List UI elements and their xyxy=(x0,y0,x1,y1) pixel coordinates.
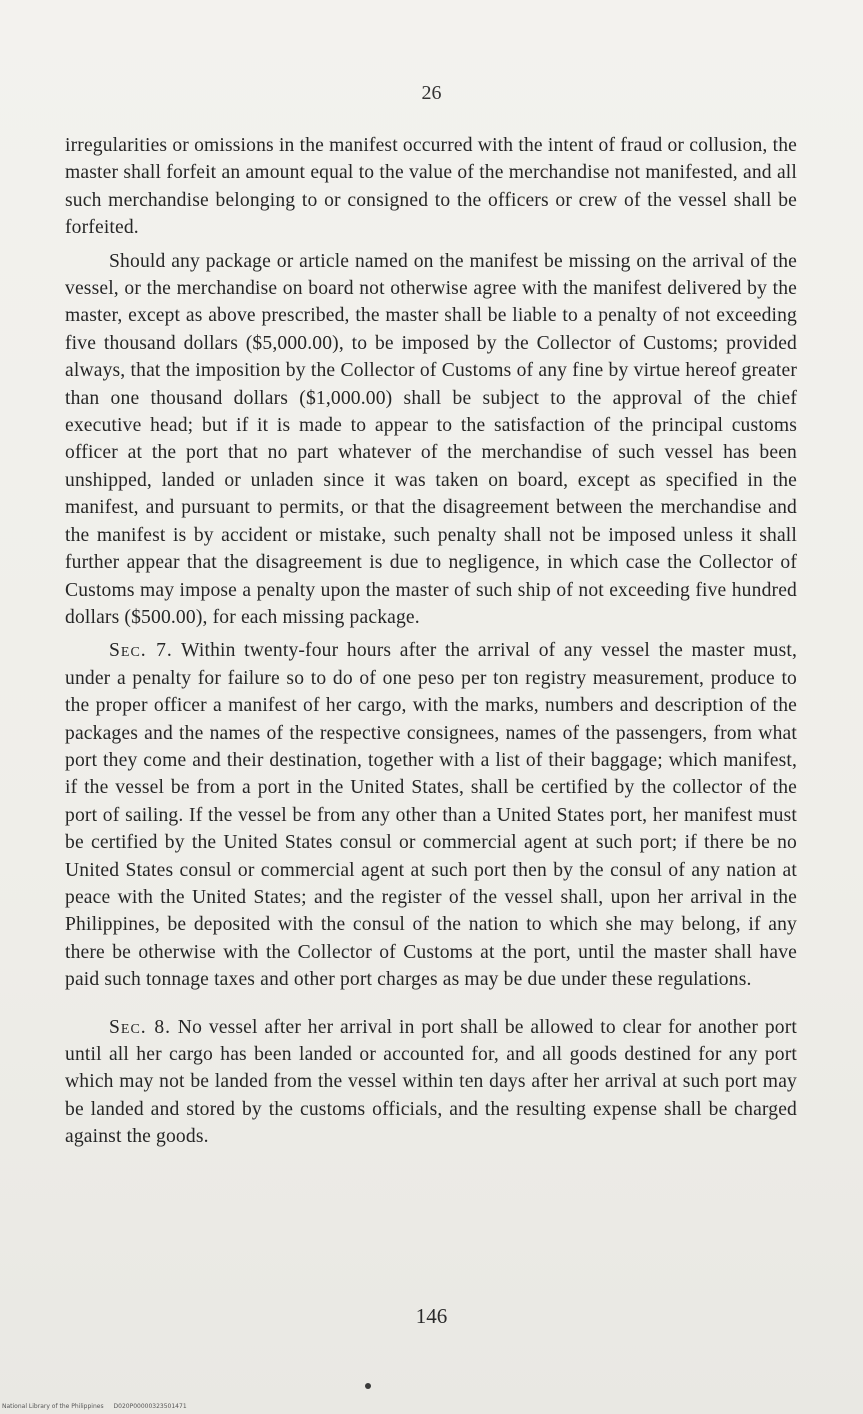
paragraph-continuation: irregularities or omissions in the manifest occurred with the intent of fraud or collusion, the master shall forfeit an amount equal to the value of the merchandise not manifested, and all such merchandise belonging to or consigned to the officers or crew of the vessel shall be forfeited. xyxy=(65,135,797,239)
page-number-top: 26 xyxy=(421,82,442,104)
section-8-label: Sec. 8. xyxy=(109,1016,172,1038)
binding-dot xyxy=(365,1383,371,1389)
section-7-text: Within twenty-four hours after the arrival of any vessel the master must, under a penalty for failure so to do of one peso per ton registry measurement, produce to the proper officer a manifest of her cargo, with the marks, numbers and description of the packages and the names of the respective consignees, names of the passengers, from what port they come and their destination, together with a list of their baggage; which manifest, if the vessel be from a port in the United States, shall be certified by the collector of the port of sailing. If the vessel be from any other than a United States port, her manifest must be certified by the United States consul or commercial agent at such port; if there be no United States consul or commercial agent at such port then by the consul of any nation at peace with the United States; and the register of the vessel shall, upon her arrival in the Philippines, be deposited with the consul of the nation to which she may belong, if any there be otherwise with the Collector of Customs at the port, until the master shall have paid such tonnage taxes and other port charges as may be due under these regulations. xyxy=(65,640,797,991)
section-7-label: Sec. 7. xyxy=(109,640,173,662)
section-8-text: No vessel after her arrival in port shall be allowed to clear for another port until all her cargo has been landed or accounted for, and all goods destined for any port which may not be landed from the vessel within ten days after her arrival at such port may be landed and stored by the customs officials, and the resulting expense shall be charged against the goods. xyxy=(65,1016,797,1148)
paragraph-missing-package: Should any package or article named on the manifest be missing on the arrival of the vessel, or the merchandise on board not otherwise agree with the manifest delivered by the master, except as above prescribed, the master shall be liable to a penalty of not exceeding five thousand dollars ($5,000.00), to be imposed by the Collector of Customs; provided always, that the imposition by the Collector of Customs of any fine by virtue hereof greater than one thousand dollars ($1,000.00) shall be subject to the approval of the chief executive head; but if it is made to appear to the satisfaction of the principal customs officer at the port that no part whatever of the merchandise of such vessel has been unshipped, landed or unladen since it was taken on board, except as specified in the manifest, and pursuant to permits, or that the disagreement between the merchandise and the manifest is by accident or mistake, such penalty shall not be imposed unless it shall further appear that the disagreement is due to negligence, in which case the Collector of Customs may impose a penalty upon the master of such ship of not exceeding five hundred dollars ($500.00), for each missing package. xyxy=(65,250,797,628)
scan-credit xyxy=(2,1403,195,1410)
body-text xyxy=(65,132,797,1157)
page-number-bottom: 146 xyxy=(415,1304,448,1328)
section-7 xyxy=(65,637,797,993)
library-name: National Library of the Philippines xyxy=(2,1403,104,1410)
scan-code: D020P00000323501471 xyxy=(113,1403,187,1410)
section-8 xyxy=(65,1014,797,1151)
